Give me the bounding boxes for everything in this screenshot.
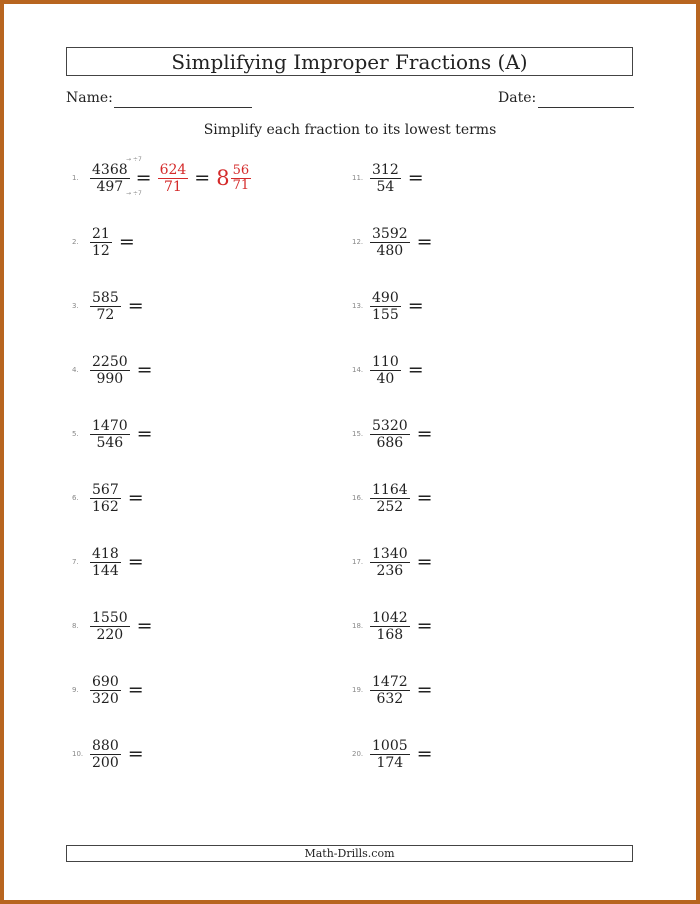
equals-sign: = [416, 231, 433, 253]
fraction [90, 226, 112, 259]
numerator: 2250 [92, 353, 128, 370]
mixed-denominator: 71 [232, 177, 250, 193]
fraction [370, 482, 410, 515]
problem-11 [352, 158, 424, 198]
fraction [370, 610, 410, 643]
problem-14 [352, 350, 424, 390]
problem-7 [72, 542, 144, 582]
problem-number: 18. [352, 622, 364, 630]
fraction [370, 162, 401, 195]
problem-number: 8. [72, 622, 79, 630]
problem-17 [352, 542, 433, 582]
problem-1 [72, 158, 251, 198]
fraction [370, 418, 410, 451]
name-field[interactable] [114, 107, 252, 108]
equals-sign: = [127, 743, 144, 765]
problem-12 [352, 222, 433, 262]
worksheet-title [66, 47, 633, 76]
numerator: 1470 [92, 417, 128, 434]
denominator: 162 [92, 498, 119, 515]
equals-sign: = [136, 615, 153, 637]
simplified-fraction [158, 162, 189, 195]
problem-number: 3. [72, 302, 79, 310]
fraction [90, 418, 130, 451]
denominator: 144 [92, 562, 119, 579]
fraction [370, 738, 410, 771]
denominator: 168 [376, 626, 404, 643]
mixed-whole: 8 [216, 166, 230, 190]
worksheet-title-text: Simplifying Improper Fractions (A) [171, 49, 528, 74]
problem-13 [352, 286, 424, 326]
date-label: Date: [498, 90, 537, 106]
numerator: 1164 [372, 481, 408, 498]
numerator: 1340 [372, 545, 408, 562]
denominator: 155 [372, 306, 399, 323]
fraction [370, 674, 410, 707]
numerator: 1042 [372, 609, 408, 626]
problem-number: 14. [352, 366, 364, 374]
numerator: 490 [372, 289, 399, 306]
numerator: 585 [92, 289, 119, 306]
numerator: 312 [372, 161, 399, 178]
problem-16 [352, 478, 433, 518]
simplified-numerator: 624 [159, 161, 187, 178]
problem-number: 7. [72, 558, 79, 566]
equals-sign: = [407, 295, 424, 317]
mixed-numerator: 56 [232, 162, 250, 178]
problem-number: 16. [352, 494, 364, 502]
problem-5 [72, 414, 153, 454]
equals-sign: = [136, 423, 153, 445]
problem-18 [352, 606, 433, 646]
fraction [370, 546, 410, 579]
denominator: 236 [376, 562, 404, 579]
problem-number: 11. [352, 174, 364, 182]
fraction [90, 354, 130, 387]
instructions: Simplify each fraction to its lowest terms [203, 122, 497, 138]
footer-text: Math-Drills.com [304, 847, 395, 860]
fraction [90, 674, 121, 707]
equals-sign: = [416, 487, 433, 509]
problem-19 [352, 670, 433, 710]
problem-number: 13. [352, 302, 364, 310]
simplified-denominator: 71 [164, 178, 182, 195]
fraction [90, 290, 121, 323]
numerator: 567 [92, 481, 119, 498]
problem-number: 1. [72, 174, 79, 182]
equals-sign: = [407, 359, 424, 381]
denominator: 40 [376, 370, 395, 387]
problem-number: 20. [352, 750, 364, 758]
problem-4 [72, 350, 153, 390]
numerator: 21 [92, 225, 110, 242]
denominator: 546 [96, 434, 124, 451]
equals-sign: = [136, 359, 153, 381]
denominator: 990 [96, 370, 124, 387]
problem-15 [352, 414, 433, 454]
equals-sign: = [194, 167, 211, 189]
numerator: 418 [92, 545, 119, 562]
denominator: 252 [376, 498, 404, 515]
problem-number: 9. [72, 686, 79, 694]
numerator: 4368 [92, 161, 128, 178]
numerator: 1005 [372, 737, 408, 754]
problem-10 [72, 734, 144, 774]
equals-sign: = [416, 679, 433, 701]
problem-number: 12. [352, 238, 364, 246]
fraction [90, 738, 121, 771]
fraction [90, 482, 121, 515]
numerator: 5320 [372, 417, 408, 434]
equals-sign: = [407, 167, 424, 189]
denominator: 72 [96, 306, 115, 323]
worked-answer [130, 162, 252, 195]
equals-sign: = [127, 679, 144, 701]
problem-2 [72, 222, 135, 262]
mixed-fraction [231, 164, 252, 193]
equals-sign: = [118, 231, 135, 253]
problem-3 [72, 286, 144, 326]
numerator: 3592 [372, 225, 408, 242]
denominator: 54 [376, 178, 395, 195]
problem-6 [72, 478, 144, 518]
fraction [90, 546, 121, 579]
fraction [370, 226, 410, 259]
numerator: 880 [92, 737, 119, 754]
problem-number: 2. [72, 238, 79, 246]
fraction [370, 354, 401, 387]
problem-number: 4. [72, 366, 79, 374]
problem-number: 19. [352, 686, 364, 694]
denominator: 686 [376, 434, 404, 451]
problem-number: 15. [352, 430, 364, 438]
denominator: 174 [376, 754, 404, 771]
problem-number: 17. [352, 558, 364, 566]
problem-9 [72, 670, 144, 710]
problem-8 [72, 606, 153, 646]
equals-sign: = [416, 423, 433, 445]
problem-number: 5. [72, 430, 79, 438]
numerator: 690 [92, 673, 119, 690]
denominator: 220 [96, 626, 124, 643]
footer [66, 845, 633, 862]
equals-sign: = [127, 295, 144, 317]
numerator: 110 [372, 353, 399, 370]
problem-number: 10. [72, 750, 84, 758]
divide-hint-bottom: → ÷7 [126, 190, 142, 197]
denominator: 200 [92, 754, 119, 771]
numerator: 1550 [92, 609, 128, 626]
equals-sign: = [135, 167, 152, 189]
denominator: 12 [92, 242, 110, 259]
name-label: Name: [66, 90, 113, 106]
equals-sign: = [416, 615, 433, 637]
fraction [370, 290, 401, 323]
date-field[interactable] [538, 107, 634, 108]
equals-sign: = [127, 551, 144, 573]
denominator: 480 [376, 242, 404, 259]
denominator: 497 [96, 178, 124, 195]
fraction [90, 162, 130, 195]
problem-number: 6. [72, 494, 79, 502]
equals-sign: = [416, 551, 433, 573]
problem-20 [352, 734, 433, 774]
denominator: 320 [92, 690, 119, 707]
equals-sign: = [416, 743, 433, 765]
divide-hint-top: → ÷7 [126, 156, 142, 163]
denominator: 632 [376, 690, 404, 707]
numerator: 1472 [372, 673, 408, 690]
equals-sign: = [127, 487, 144, 509]
fraction [90, 610, 130, 643]
